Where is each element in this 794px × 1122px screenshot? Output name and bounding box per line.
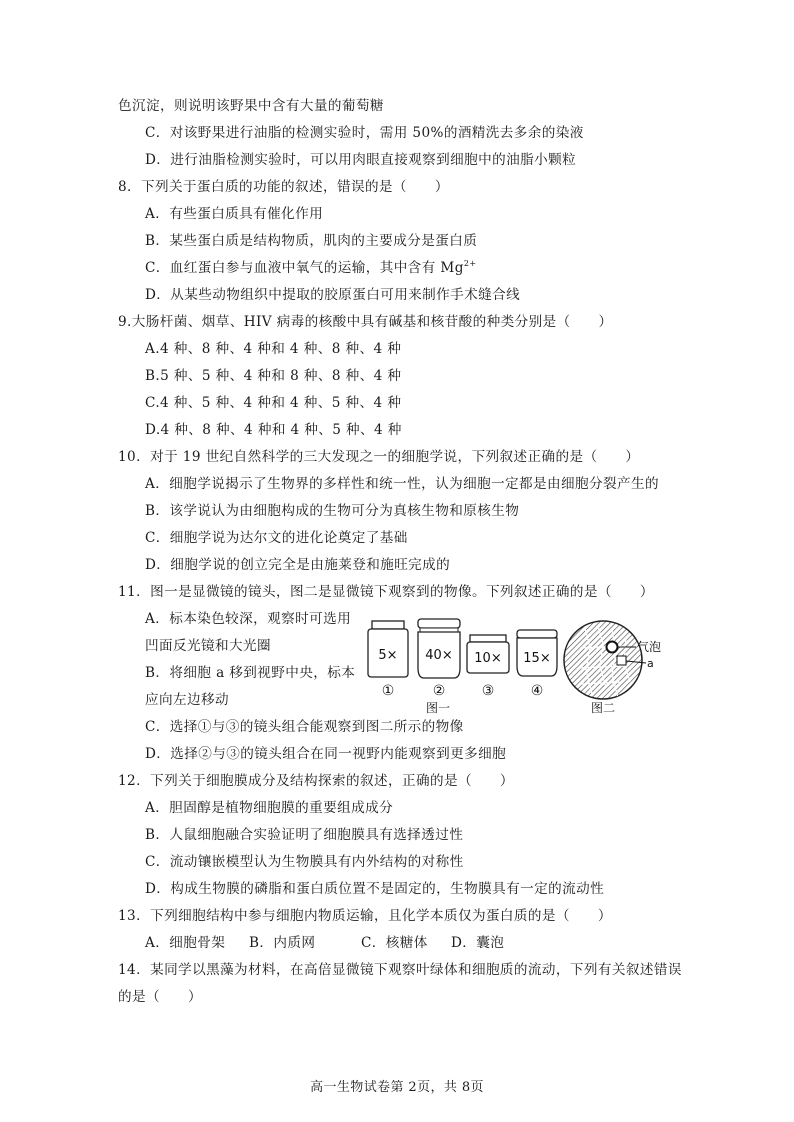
q11-option-c: C．选择①与③的镜头组合能观察到图二所示的物像	[145, 719, 464, 735]
q8-option-d: D．从某些动物组织中提取的胶原蛋白可用来制作手术缝合线	[145, 287, 521, 303]
page-footer: 高一生物试卷第 2页，共 8页	[310, 1080, 484, 1095]
q13-option-c: C．核糖体	[361, 935, 428, 951]
q13-options	[145, 934, 504, 952]
question-9: 9.大肠杆菌、烟草、HIV 病毒的核酸中具有碱基和核苷酸的种类分别是（ ）	[118, 314, 613, 330]
q12-option-a: A．胆固醇是植物细胞膜的重要组成成分	[145, 800, 394, 816]
q11-option-b-line2: 应向左边移动	[145, 692, 229, 708]
q12-option-d: D．构成生物膜的磷脂和蛋白质位置不是固定的，生物膜具有一定的流动性	[145, 881, 605, 897]
question-14-line2: 的是（ ）	[118, 989, 202, 1005]
q13-option-b: B．内质网	[249, 935, 316, 951]
q13-option-d: D．囊泡	[451, 935, 505, 951]
question-8: 8．下列关于蛋白质的功能的叙述，错误的是（ ）	[118, 179, 449, 195]
lens-3-number: ③	[481, 683, 495, 699]
figure-1-caption: 图一	[425, 701, 451, 715]
cell-a-marker	[617, 656, 626, 665]
lens-2	[418, 619, 460, 699]
microscope-figure	[360, 618, 690, 718]
field-of-view	[564, 621, 661, 699]
question-13: 13．下列细胞结构中参与细胞内物质运输，且化学本质仅为蛋白质的是（ ）	[118, 908, 612, 924]
lens-1-label: 5×	[378, 648, 398, 663]
q8-option-c	[145, 259, 476, 277]
q11-option-b-line1: B．将细胞 a 移到视野中央，标本	[145, 665, 356, 681]
lens-4-label: 15×	[523, 651, 551, 666]
option-c: C．对该野果进行油脂的检测实验时，需用 50%的酒精洗去多余的染液	[145, 125, 584, 141]
lens-3-label: 10×	[474, 651, 502, 666]
q12-option-b: B．人鼠细胞融合实验证明了细胞膜具有选择透过性	[145, 827, 464, 843]
q13-option-a: A．细胞骨架	[145, 935, 226, 951]
q8-option-b: B．某些蛋白质是结构物质，肌肉的主要成分是蛋白质	[145, 233, 478, 249]
q9-option-d: D.4 种、8 种、4 种和 4 种、5 种、4 种	[145, 422, 402, 438]
q11-option-a-line2: 凹面反光镜和大光圈	[145, 638, 271, 654]
q10-option-b: B．该学说认为由细胞构成的生物可分为真核生物和原核生物	[145, 503, 520, 519]
q8-option-a: A．有些蛋白质具有催化作用	[145, 206, 324, 222]
q8-option-c-superscript: 2+	[463, 259, 477, 268]
q11-option-d: D．选择②与③的镜头组合在同一视野内能观察到更多细胞	[145, 746, 507, 762]
figure-2-caption: 图二	[590, 701, 616, 715]
lens-3	[467, 635, 509, 699]
lens-1	[368, 621, 408, 699]
lens-4	[517, 630, 557, 699]
cell-a-label: a	[647, 657, 654, 670]
question-11: 11．图一是显微镜的镜头，图二是显微镜下观察到的物像。下列叙述正确的是（ ）	[118, 584, 654, 600]
question-14-line1: 14．某同学以黑藻为材料，在高倍显微镜下观察叶绿体和细胞质的流动，下列有关叙述错误	[118, 962, 682, 978]
text-line: 色沉淀，则说明该野果中含有大量的葡萄糖	[118, 98, 384, 114]
lens-2-number: ②	[432, 683, 446, 699]
question-10: 10．对于 19 世纪自然科学的三大发现之一的细胞学说，下列叙述正确的是（ ）	[118, 449, 640, 465]
q11-option-a-line1: A．标本染色较深，观察时可选用	[145, 611, 352, 627]
lens-2-label: 40×	[425, 648, 453, 663]
question-12: 12．下列关于细胞膜成分及结构探索的叙述，正确的是（ ）	[118, 773, 514, 789]
q9-option-b: B.5 种、5 种、4 种和 8 种、8 种、4 种	[145, 368, 402, 384]
bubble-label: 气泡	[637, 640, 662, 654]
lens-1-number: ①	[381, 683, 395, 699]
q10-option-c: C．细胞学说为达尔文的进化论奠定了基础	[145, 530, 408, 546]
q8-option-c-text: C．血红蛋白参与血液中氧气的运输，其中含有 Mg	[145, 260, 464, 276]
q9-option-c: C.4 种、5 种、4 种和 4 种、5 种、4 种	[145, 395, 402, 411]
q9-option-a: A.4 种、8 种、4 种和 4 种、8 种、4 种	[145, 341, 402, 357]
q10-option-d: D．细胞学说的创立完全是由施莱登和施旺完成的	[145, 557, 451, 573]
bubble-icon	[607, 642, 618, 653]
option-d: D．进行油脂检测实验时，可以用肉眼直接观察到细胞中的油脂小颗粒	[145, 152, 577, 168]
lens-4-number: ④	[530, 683, 544, 699]
q10-option-a: A．细胞学说揭示了生物界的多样性和统一性，认为细胞一定都是由细胞分裂产生的	[145, 476, 659, 492]
q12-option-c: C．流动镶嵌模型认为生物膜具有内外结构的对称性	[145, 854, 464, 870]
